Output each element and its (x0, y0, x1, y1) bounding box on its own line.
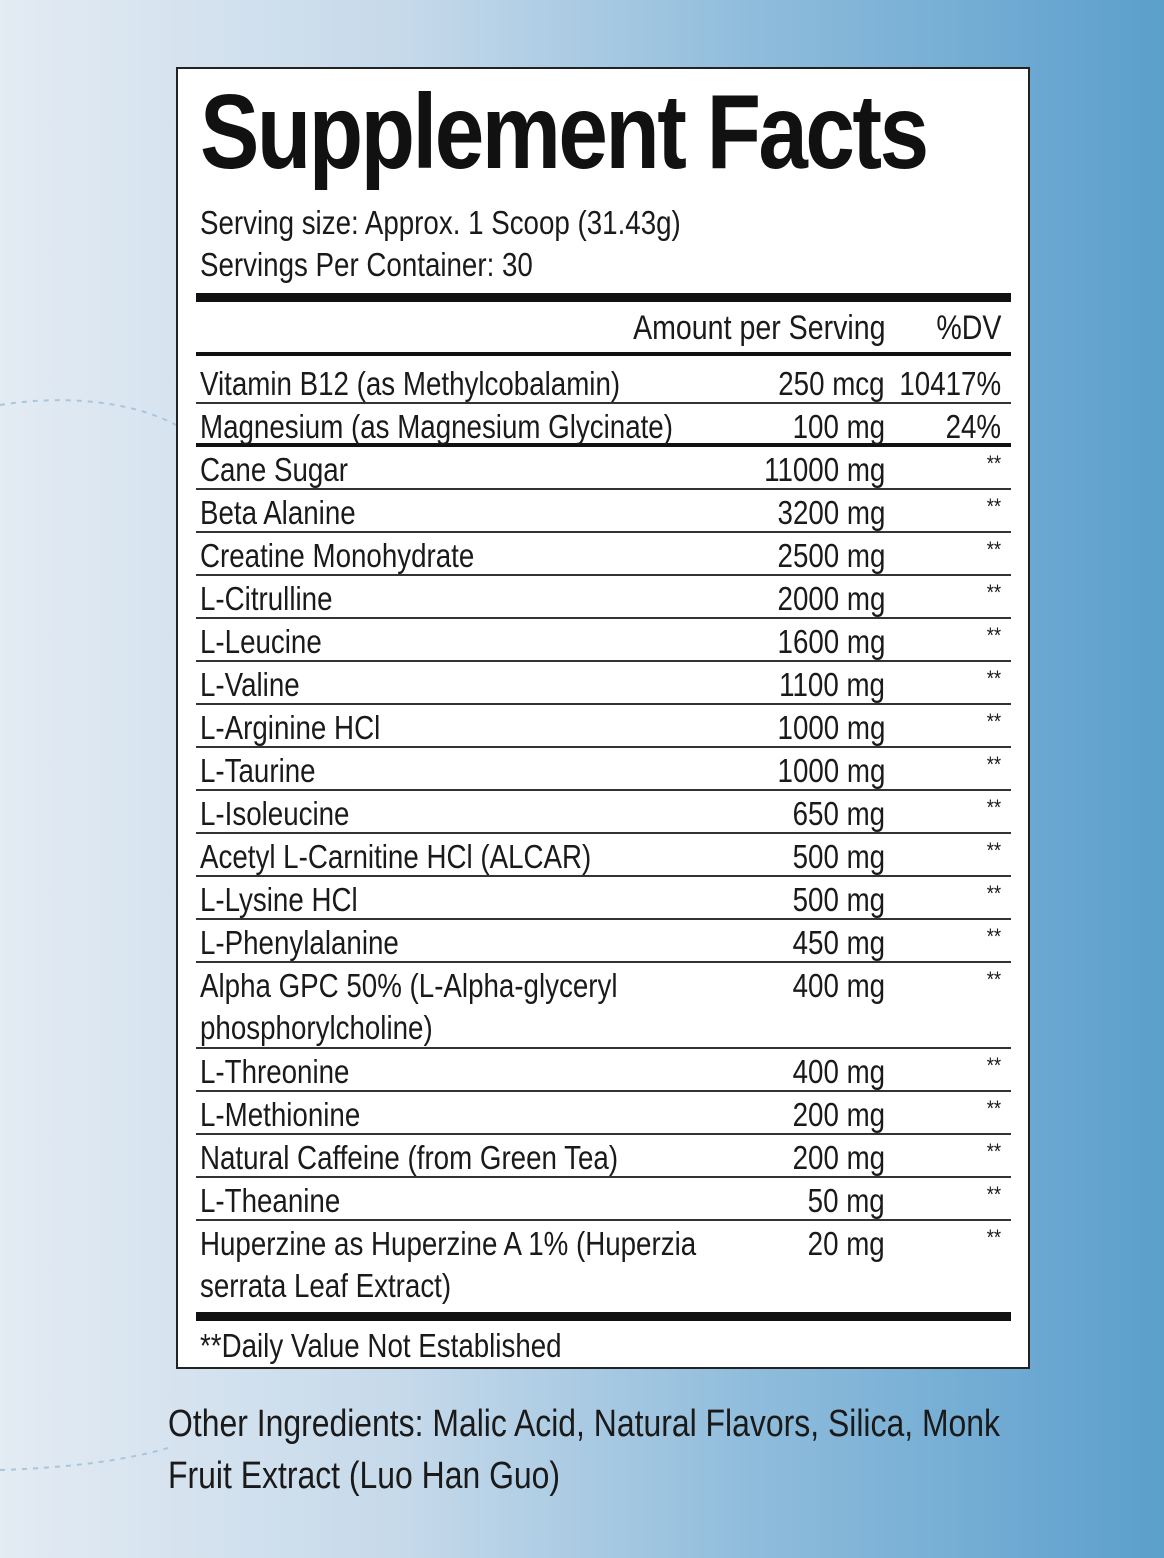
ingredient-amount: 650 mg (792, 795, 885, 832)
footnote: **Daily Value Not Established (200, 1327, 562, 1364)
ingredient-name: Vitamin B12 (as Methylcobalamin) (200, 365, 621, 402)
ingredient-amount: 20 mg (807, 1225, 885, 1262)
ingredient-dv: ** (986, 666, 1001, 691)
ingredient-dv: ** (986, 1182, 1001, 1207)
ingredient-amount: 200 mg (792, 1096, 885, 1133)
nutrient-table (196, 361, 1011, 1307)
table-row (196, 447, 1011, 490)
table-row (196, 1221, 1011, 1307)
ingredient-dv: ** (986, 967, 1001, 992)
table-row (196, 1092, 1011, 1135)
table-row (196, 791, 1011, 834)
table-row (196, 1049, 1011, 1092)
ingredient-amount: 450 mg (792, 924, 885, 961)
ingredient-name: Acetyl L-Carnitine HCl (ALCAR) (200, 838, 592, 875)
ingredient-amount: 50 mg (807, 1182, 885, 1219)
ingredient-amount: 500 mg (792, 881, 885, 918)
ingredient-name: L-Phenylalanine (200, 924, 399, 961)
ingredient-amount: 1000 mg (777, 709, 885, 746)
ingredient-amount: 2500 mg (777, 537, 885, 574)
other-ingredients: Other Ingredients: Malic Acid, Natural Flavors, Silica, Monk Fruit Extract (Luo Han Guo) (168, 1403, 1001, 1497)
table-row (196, 490, 1011, 533)
ingredient-name: Alpha GPC 50% (L-Alpha-glyceryl phosphorylcholine) (200, 967, 618, 1046)
table-row (196, 533, 1011, 576)
ingredient-dv: ** (986, 881, 1001, 906)
ingredient-dv: ** (986, 795, 1001, 820)
table-row (196, 834, 1011, 877)
ingredient-amount: 500 mg (792, 838, 885, 875)
table-row (196, 748, 1011, 791)
table-row (196, 361, 1011, 404)
ingredient-dv: 10417% (899, 365, 1001, 402)
header-divider (196, 352, 1011, 356)
table-row (196, 619, 1011, 662)
table-row (196, 1178, 1011, 1221)
ingredient-dv: ** (986, 623, 1001, 648)
ingredient-name: Creatine Monohydrate (200, 537, 475, 574)
table-row (196, 576, 1011, 619)
ingredient-amount: 400 mg (792, 1053, 885, 1090)
ingredient-dv: ** (986, 1139, 1001, 1164)
ingredient-amount: 1600 mg (777, 623, 885, 660)
ingredient-name: L-Taurine (200, 752, 316, 789)
amount-column-header: Amount per Serving (632, 309, 885, 347)
ingredient-dv: 24% (945, 408, 1001, 445)
ingredient-amount: 11000 mg (763, 451, 885, 488)
ingredient-amount: 1100 mg (779, 666, 885, 703)
ingredient-dv: ** (986, 451, 1001, 476)
ingredient-name: Beta Alanine (200, 494, 356, 531)
ingredient-name: L-Citrulline (200, 580, 333, 617)
ingredient-dv: ** (986, 494, 1001, 519)
ingredient-name: Natural Caffeine (from Green Tea) (200, 1139, 619, 1176)
servings-per-container: Servings Per Container: 30 (200, 246, 533, 283)
ingredient-dv: ** (986, 838, 1001, 863)
ingredient-dv: ** (986, 1096, 1001, 1121)
dv-column-header: %DV (935, 309, 1001, 347)
ingredient-amount: 2000 mg (777, 580, 885, 617)
supplement-facts-panel (176, 67, 1030, 1369)
ingredient-amount: 3200 mg (777, 494, 885, 531)
ingredient-name: L-Theanine (200, 1182, 341, 1219)
table-row (196, 963, 1011, 1049)
ingredient-name: L-Methionine (200, 1096, 361, 1133)
thick-divider-bottom (196, 1312, 1011, 1321)
table-row (196, 877, 1011, 920)
table-row (196, 662, 1011, 705)
table-row (196, 705, 1011, 748)
thick-divider-top (196, 293, 1011, 302)
ingredient-dv: ** (986, 924, 1001, 949)
ingredient-name: L-Arginine HCl (200, 709, 381, 746)
ingredient-amount: 250 mcg (778, 365, 885, 402)
ingredient-name: L-Isoleucine (200, 795, 350, 832)
ingredient-dv: ** (986, 537, 1001, 562)
ingredient-name: L-Lysine HCl (200, 881, 358, 918)
ingredient-name: L-Threonine (200, 1053, 350, 1090)
ingredient-amount: 200 mg (792, 1139, 885, 1176)
ingredient-dv: ** (986, 709, 1001, 734)
ingredient-dv: ** (986, 752, 1001, 777)
ingredient-name: L-Valine (200, 666, 300, 703)
ingredient-amount: 1000 mg (777, 752, 885, 789)
ingredient-name: Cane Sugar (200, 451, 348, 488)
ingredient-amount: 100 mg (792, 408, 885, 445)
ingredient-dv: ** (986, 1225, 1001, 1250)
table-row (196, 1135, 1011, 1178)
ingredient-dv: ** (986, 1053, 1001, 1078)
column-header-row (196, 305, 1011, 351)
table-row (196, 404, 1011, 447)
ingredient-dv: ** (986, 580, 1001, 605)
label-title: Supplement Facts (200, 73, 927, 191)
ingredient-name: L-Leucine (200, 623, 322, 660)
table-row (196, 920, 1011, 963)
ingredient-amount: 400 mg (792, 967, 885, 1004)
serving-size: Serving size: Approx. 1 Scoop (31.43g) (200, 204, 681, 241)
ingredient-name: Huperzine as Huperzine A 1% (Huperzia serrata Leaf Extract) (200, 1225, 697, 1304)
ingredient-name: Magnesium (as Magnesium Glycinate) (200, 408, 673, 445)
